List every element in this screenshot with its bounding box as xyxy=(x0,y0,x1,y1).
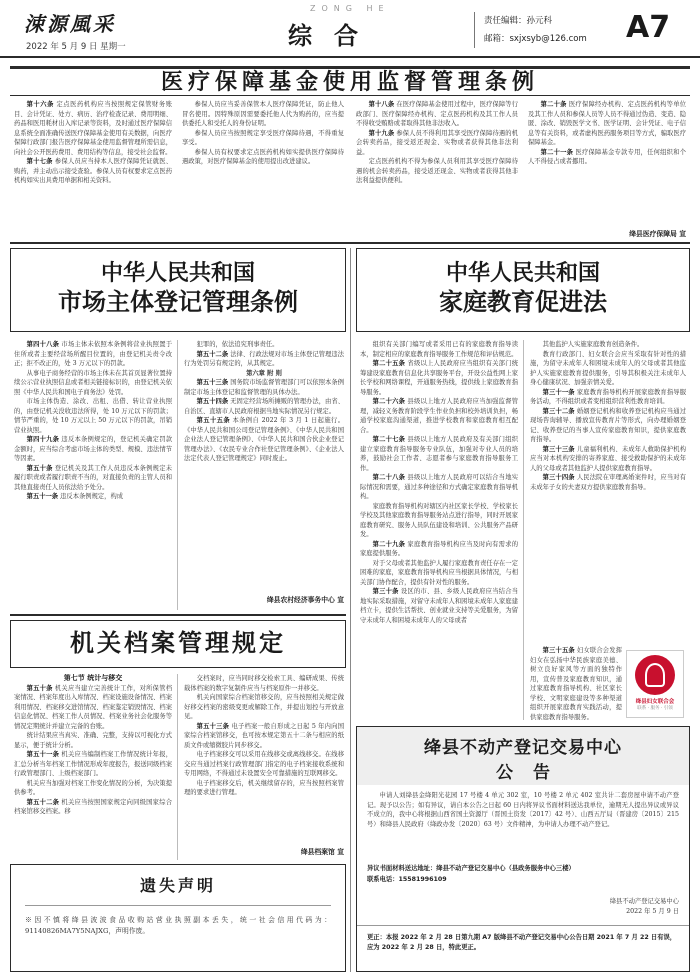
article-paragraph: 第五十三条 国务院市场监督管理部门可以依照本条例制定市场主体登记和监督管理的具体办法。 xyxy=(184,379,344,396)
archive-column-1 xyxy=(14,674,172,860)
article-paragraph: 第二十八条 县级以上地方人民政府可以结合当地实际情况和需要，通过多种途径和方式确定家庭教育指导机构。 xyxy=(360,474,518,500)
article-paragraph: 电子档案移交后，机关继续留存的，应当按照档案管理的要求进行管理。 xyxy=(184,779,344,796)
notice-signature: 绛县不动产登记交易中心 xyxy=(609,898,679,905)
archive-signature: 绛县档案馆 宣 xyxy=(300,848,344,856)
issue-date: 2022 年 5 月 9 日 星期一 xyxy=(26,42,126,52)
article-paragraph: 参保人员应当妥善保管本人医疗保障凭证，防止他人冒名使用。因特殊原因需要委托他人代为购药的，应当提供委托人和受托人的身份证明。 xyxy=(182,101,344,127)
market-headline-line1: 中华人民共和国 xyxy=(100,260,255,286)
medical-column-3 xyxy=(356,100,518,218)
responsible-editor: 责任编辑：孙元科 xyxy=(484,16,553,26)
archive-column-2 xyxy=(184,674,344,842)
medical-column-1 xyxy=(14,100,172,218)
medical-column-4 xyxy=(528,100,686,208)
notice-title: 绛县不动产登记交易中心 xyxy=(424,738,622,758)
archive-headline-box xyxy=(10,620,346,668)
article-paragraph: 第三十二条 婚姻登记机构和收养登记机构应当通过现场咨询辅导、播放宣传教育片等形式，向办理婚姻登记、收养登记的当事人宣传家庭教育知识，提供家庭教育指导。 xyxy=(530,407,686,443)
family-column-2-tail xyxy=(530,646,622,720)
article-paragraph: 市场主体伪造、涂改、出租、出借、转让营业执照的，由登记机关没收违法所得，处 10 万元以下的罚款；情节严重的，处 10 万元以上 50 万元以下的罚款，吊销营业执照。 xyxy=(14,398,172,434)
article-paragraph: 第五十一条 机关应当编制档案工作情况统计年报，汇总分析当年档案工作情况形成年度报告，报送同级档案行政管理部门、上级档案部门。 xyxy=(14,751,172,777)
article-paragraph: 第三十三条 儿童福利机构、未成年人救助保护机构应当对本机构安排的寄养家庭、接受救助保护的未成年人的父母或者其他监护人提供家庭教育指导。 xyxy=(530,445,686,472)
article-paragraph: 第二十九条 家庭教育指导机构应当及时向有需求的家庭提供服务。 xyxy=(360,540,518,557)
masthead xyxy=(0,0,700,58)
medical-signature: 绛县医疗保障局 宣 xyxy=(629,230,686,238)
archive-headline: 机关档案管理规定 xyxy=(70,628,286,657)
notice-address: 异议书面材料送达地址：绛县不动产登记交易中心（县政务服务中心三楼） xyxy=(367,865,575,872)
article-paragraph: 从事电子商务经营的市场主体未在其首页显著位置持续公示营业执照信息或者相关链接标识的，由登记机关依照《中华人民共和国电子商务法》处罚。 xyxy=(14,369,172,396)
lost-notice-title: 遗失声明 xyxy=(139,876,216,895)
page-number: A7 xyxy=(626,10,671,45)
notice-body: 申请人刘绛县金绛阳光花园 17 号楼 4 单元 302 室，10 号楼 2 单元 402 室共计二套房屋申请不动产登记。现予以公告；如有异议，请自本公告之日起 60 日内将异议书面材料送达我单位，逾期无人提出异议或异议不成立的，我中心将根据山西省国土资源厅（晋国土资发〔2017〕42 号）、山西五厅局（晋建房〔2015〕215 号）和绛县人民政府（绛政办发〔2020〕63 号）文件精神，为申请人办理不动产登记。 xyxy=(367,792,679,828)
article-paragraph: 第二十一条 医疗保障基金专款专用，任何组织和个人不得侵占或者挪用。 xyxy=(528,148,686,165)
notice-subtitle: 公告 xyxy=(496,763,570,783)
column-rule xyxy=(177,340,178,610)
family-headline-line2: 家庭教育促进法 xyxy=(439,287,607,316)
lost-notice-box xyxy=(10,864,346,972)
chapter-heading: 第六章 附 则 xyxy=(246,369,282,377)
section-divider xyxy=(10,242,690,244)
article-paragraph: 参保人员有权要求定点医药机构如实提供医疗保障待遇政策，对医疗保障基金的使用提出改进建议。 xyxy=(182,148,344,165)
notice-date: 2022 年 5 月 9 日 xyxy=(626,908,679,915)
article-paragraph: 第三十四条 人民法院在审理离婚案件时，应当对有未成年子女的夫妻双方提供家庭教育指导。 xyxy=(530,474,686,491)
family-headline-line1: 中华人民共和国 xyxy=(445,260,600,286)
family-headline-box xyxy=(356,248,690,332)
article-paragraph: 对于父母或者其他监护人履行家庭教育责任存在一定困难的家庭，家庭教育指导机构应当根据具体情况，与相关部门协作配合，提供有针对性的服务。 xyxy=(360,559,518,586)
notice-correction: 更正：本报 2022 年 2 月 28 日第九期 A7 版绛县不动产登记交易中心公告日期 2021 年 7 月 22 日有误，应为 2022 年 2 月 28 日，特此更正。 xyxy=(367,934,677,951)
article-paragraph: 家庭教育指导机构对辖区内社区家长学校、学校家长学校及其他家庭教育指导服务站点进行指导，同时开展家庭教育研究、服务人员队伍建设和培训、公共服务产品研发。 xyxy=(360,502,518,538)
market-headline-line2: 市场主体登记管理条例 xyxy=(58,287,298,316)
page-column-rule xyxy=(350,248,351,972)
article-paragraph: 交档案时，应当同时移交检索工具、编研成果、传统载体档案的数字复制件应当与档案原件一并移交。 xyxy=(184,675,344,692)
medical-headline: 医疗保障基金使用监督管理条例 xyxy=(160,69,539,95)
article-paragraph: 定点医药机构不得为参保人员利用其享受医疗保障待遇的机会转卖药品，接受返还现金、实物或者获得其他非法利益提供便利。 xyxy=(356,158,518,184)
article-paragraph: 第二十条 医疗保障经办机构、定点医药机构等单位及其工作人员和参保人员等人员不得通过伪造、变造、隐匿、涂改、销毁医学文书、医学证明、会计凭证、电子信息等有关资料，或者虚构医药服务项目等方式，骗取医疗保障基金。 xyxy=(528,101,686,146)
article-paragraph: 第十七条 参保人员应当持本人医疗保障凭证就医、购药，并主动出示接受查验。参保人员有权要求定点医药机构如实出具费用单据和相关资料。 xyxy=(14,158,172,184)
market-signature: 绛县农村经济事务中心 宣 xyxy=(266,596,344,604)
lost-notice-text: ※因不慎将绛县波波食品收购站营业执照副本丢失，统一社会信用代码为：91140826MA7Y5NAJXG，声明作废。 xyxy=(25,916,331,935)
article-paragraph: 教育行政部门、妇女联合会应当采取有针对性的措施，为留守未成年人和困境未成年人的父母或者其他监护人实施家庭教育提供服务，引导其积极关注未成年人身心健康状况、加强亲情关爱。 xyxy=(530,350,686,386)
article-paragraph: 第四十八条 市场主体未依照本条例将营业执照置于住所或者主要经营场所醒目位置的，由登记机关责令改正；拒不改正的，处 3 万元以下的罚款。 xyxy=(14,341,172,367)
article-paragraph: 电子档案移交可以采用在线移交或离线移交。在线移交应当通过档案行政管理部门指定的电子档案接收系统和专用网络，不得通过未设置安全可靠措施的互联网移交。 xyxy=(184,751,344,777)
article-paragraph: 第三十条 设区的市、县、乡级人民政府应当结合当地实际采取措施，对留守未成年人和困境未成年人家庭建档立卡，提供生活帮扶、创业就业支持等关爱服务，为留守未成年人和困境未成年人的父母或者 xyxy=(360,588,518,624)
medical-column-2 xyxy=(182,100,344,218)
article-paragraph: 第二十七条 县级以上地方人民政府及有关部门组织建立家庭教育指导服务专业队伍，加强对专业人员的培养，鼓励社会工作者、志愿者参与家庭教育指导服务工作。 xyxy=(360,436,518,472)
article-paragraph: 机关向国家综合档案馆移交的，应当按照相关规定做好移交档案的密级变更或解除工作，并提出划控与开放意见。 xyxy=(184,694,344,720)
header-divider xyxy=(474,12,475,48)
market-headline-box xyxy=(10,248,346,332)
article-paragraph: 第五十条 机关应当建立完善统计工作，对所保管档案情况、档案年度出入库情况、档案设施设备情况、档案利用情况、档案移交进馆情况、档案鉴定销毁情况、档案信息化情况、档案工作人员情况、档案业务社会化服务等情况定期统计并建立完备的台账。 xyxy=(14,684,172,730)
family-column-2 xyxy=(530,340,686,646)
logo-slogan: 联系 · 服务 · 引领 xyxy=(637,706,673,711)
editor-email: 邮箱：sxjxsyb@126.com xyxy=(484,34,587,44)
women-federation-emblem xyxy=(635,655,675,695)
article-paragraph: 统计结果应当真实、准确、完整，支持以可视化方式显示，便于统计分析。 xyxy=(14,732,172,749)
column-rule xyxy=(523,340,524,720)
article-paragraph: 第二十六条 县级以上地方人民政府应当加强监督管理，减轻义务教育阶段学生作业负担和校外培训负担，畅通学校家庭沟通渠道，推进学校教育和家庭教育相互配合。 xyxy=(360,398,518,434)
article-paragraph: 第十九条 参保人员不得利用其享受医疗保障待遇的机会转卖药品，接受返还现金、实物或者获得其他非法利益。 xyxy=(356,129,518,156)
real-estate-notice-box xyxy=(356,726,690,972)
article-paragraph: 第五十条 登记机关及其工作人员违反本条例规定未履行职责或者履行职责不当的，对直接负责的主管人员和其他直接责任人员依法给予处分。 xyxy=(14,464,172,491)
article-paragraph: 第五十二条 法律、行政法规对市场主体登记管理违法行为处罚另有规定的，从其规定。 xyxy=(184,350,344,367)
notice-phone: 联系电话：15581996109 xyxy=(367,876,447,883)
article-paragraph: 其他监护人实施家庭教育创造条件。 xyxy=(542,341,644,348)
article-paragraph: 犯罪的，依法追究刑事责任。 xyxy=(196,341,279,348)
article-paragraph: 第四十九条 违反本条例规定的，登记机关确定罚款金额时，应当综合考虑市场主体的类型、规模、违法情节等因素。 xyxy=(14,436,172,462)
article-paragraph: 第五十三条 电子档案一般自形成之日起 5 年内向国家综合档案馆移交，也可按本规定第五十二条与相应的纸质文件或缩微胶片同步移交。 xyxy=(184,722,344,749)
medical-headline-bar xyxy=(10,66,690,96)
notice-rule xyxy=(357,925,689,926)
article-paragraph: 第十六条 定点医药机构应当按照规定保管财务账目、会计凭证、处方、病历、治疗检查记录、费用明细、药品和医用耗材出入库记录等资料，及时通过医疗保障信息系统全面准确传送医疗保障基金使用有关数据，向医疗保障行政部门报告医疗保障基金使用监督管理所需信息，向社会公开医药费用、费用结构等信息，接受社会监督。 xyxy=(14,101,172,156)
article-paragraph: 第五十四条 无固定经营场所摊贩的管理办法，由省、自治区、直辖市人民政府根据当地实际情况另行规定。 xyxy=(184,398,344,415)
women-federation-logo xyxy=(626,650,684,718)
article-paragraph: 第五十一条 违反本条例规定，构成 xyxy=(26,493,124,500)
logo-org-name: 绛县妇女联合会 xyxy=(635,699,675,705)
article-paragraph: 第十八条 在医疗保障基金使用过程中，医疗保障等行政部门、医疗保障经办机构、定点医药机构及其工作人员不得收受贿赂或者取得其他非法收入。 xyxy=(356,101,518,127)
section-pinyin: ZONG HE xyxy=(310,4,390,13)
article-paragraph: 组织有关部门编写或者采用已有的家庭教育指导读本，制定相应的家庭教育指导服务工作规范和评估规范。 xyxy=(360,341,518,358)
article-paragraph: 第二十五条 省级以上人民政府应当组织有关部门统筹建设家庭教育信息化共享服务平台，开设公益性网上家长学校和网络课程，开通服务热线，提供线上家庭教育指导服务。 xyxy=(360,360,518,396)
column-rule xyxy=(177,674,178,860)
article-paragraph: 第五十五条 本条例自 2022 年 3 月 1 日起施行。《中华人民共和国公司登记管理条例》、《中华人民共和国企业法人登记管理条例》、《中华人民共和国合伙企业登记管理办法》、《农民专业合作社登记管理条例》、《企业法人法定代表人登记管理规定》同时废止。 xyxy=(184,417,344,462)
paper-name: 涑源風采 xyxy=(24,12,116,36)
section-divider xyxy=(10,614,346,616)
section-title: 综合 xyxy=(288,21,380,50)
archive-chapter-heading: 第七节 统计与移交 xyxy=(63,674,123,682)
article-paragraph: 参保人员应当按照规定享受医疗保障待遇，不得重复享受。 xyxy=(182,129,344,146)
family-column-1 xyxy=(360,340,518,720)
notice-title-band xyxy=(357,727,689,785)
market-column-2 xyxy=(184,340,344,580)
article-paragraph: 第三十五条 妇女联合会发挥妇女在弘扬中华民族家庭美德、树立良好家风等方面的独特作用，宣传普及家庭教育知识，通过家庭教育指导机构、社区家长学校、文明家庭建设等多种渠道组织开展家庭教育实践活动，提供家庭教育指导服务。 xyxy=(530,647,622,720)
lost-notice-rule xyxy=(25,905,331,906)
article-paragraph: 机关应当加强对档案工作变化情况的分析，为决策提供参考。 xyxy=(14,779,172,796)
article-paragraph: 第三十一条 家庭教育指导机构开展家庭教育指导服务活动，不得组织或者变相组织营利性教育培训。 xyxy=(530,388,686,405)
market-column-1 xyxy=(14,340,172,610)
article-paragraph: 第五十二条 机关应当按照国家规定向同级国家综合档案馆移交档案。移 xyxy=(14,798,172,815)
